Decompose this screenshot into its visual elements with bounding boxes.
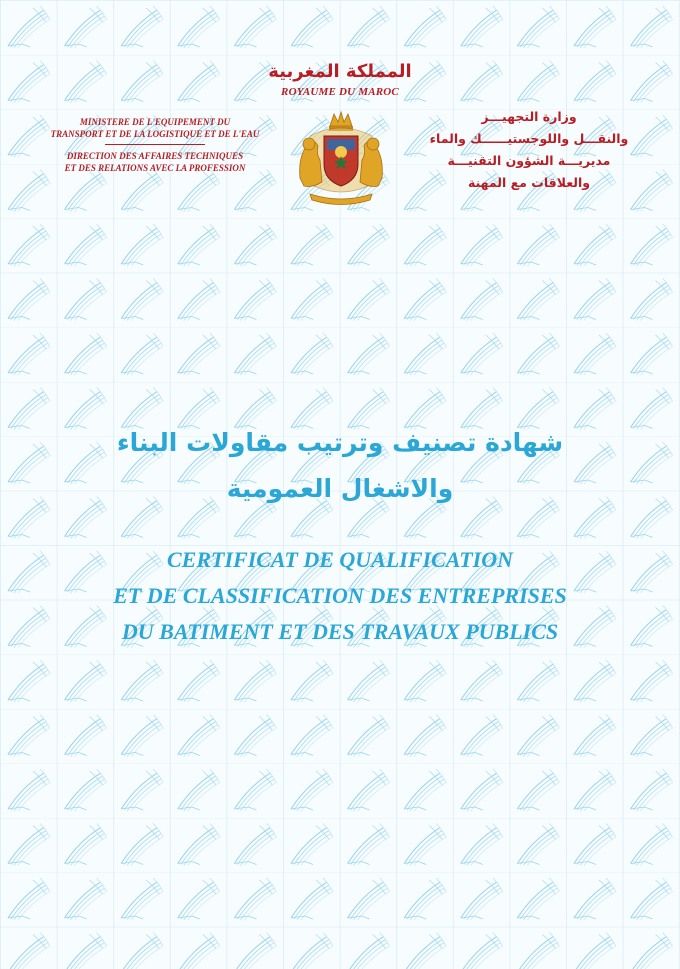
kingdom-header bbox=[200, 60, 480, 98]
title-arabic-line-1: شهادة تصنيف وترتيب مقاولات البناء bbox=[116, 428, 564, 457]
title-french-line-3: DU BATIMENT ET DES TRAVAUX PUBLICS bbox=[121, 619, 559, 644]
kingdom-title-french: ROYAUME DU MAROC bbox=[281, 86, 399, 98]
divider bbox=[105, 144, 205, 145]
ministry-name-arabic-line-2: والنقـــل واللوجستيــــــك والماء bbox=[429, 131, 629, 146]
ministry-block-french bbox=[30, 116, 280, 174]
ministry-block-arabic bbox=[414, 106, 644, 194]
title-french-line-2: ET DE CLASSIFICATION DES ENTREPRISES bbox=[113, 583, 567, 608]
direction-name-arabic-line-2: والعلاقات مع المهنة bbox=[467, 175, 590, 190]
coat-of-arms-icon bbox=[294, 108, 388, 210]
kingdom-title-arabic: المملكة المغربية bbox=[268, 61, 412, 82]
ministry-name-arabic-line-1: وزارة التجهيـــز bbox=[481, 109, 577, 124]
ministry-name-line-2: TRANSPORT ET DE LA LOGISTIQUE ET DE L'EAU bbox=[50, 129, 260, 139]
direction-name-arabic-line-1: مديريـــة الشؤون التقنيـــة bbox=[447, 153, 611, 168]
title-arabic-line-2: والاشغال العمومية bbox=[226, 474, 454, 503]
direction-name-line-2: ET DES RELATIONS AVEC LA PROFESSION bbox=[64, 163, 246, 173]
certificate-title-french bbox=[40, 542, 640, 650]
direction-name-line-1: DIRECTION DES AFFAIRES TECHNIQUES bbox=[66, 151, 244, 161]
ministry-name-line-1: MINISTERE DE L'EQUIPEMENT DU bbox=[79, 117, 231, 127]
certificate-title-arabic bbox=[60, 420, 620, 512]
title-french-line-1: CERTIFICAT DE QUALIFICATION bbox=[167, 547, 513, 572]
